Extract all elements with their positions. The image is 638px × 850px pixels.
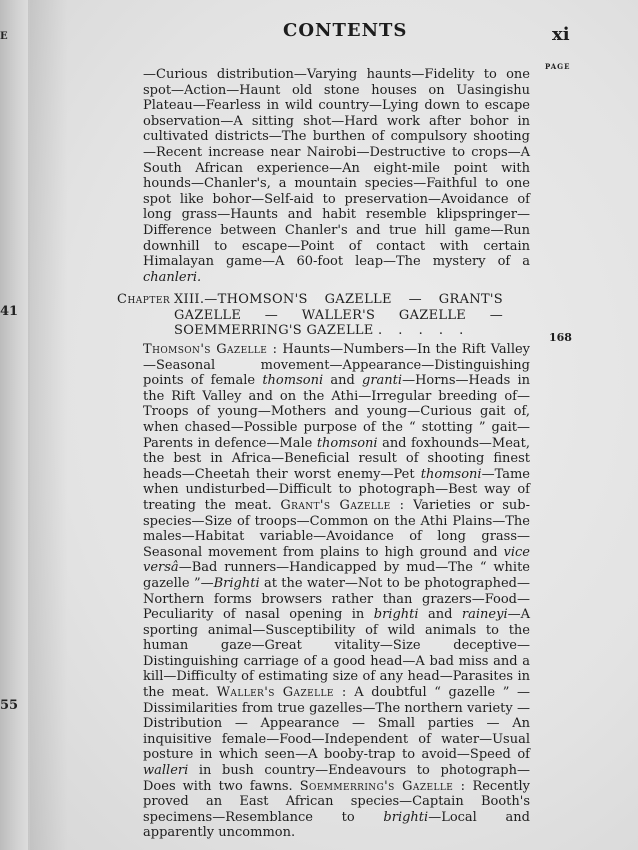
facing-page-edge — [0, 0, 30, 850]
gutter-shadow — [28, 0, 68, 850]
synopsis-text: at the water—Not to be photographed—Northern forms browsers rather than grazers—Food—Peculiarity of nasal opening in — [143, 575, 530, 623]
continued-synopsis-text: —Curious distribution—Varying haunts—Fidelity to one spot—Action—Haunt old stone houses on Uasingishu Plateau—Fearless in wild country—Lying down to escape observation—A sitting shot—Hard work after bohor in cultivated districts—The burthen of compulsory shooting—Recent increase near Nairobi—Destructive to crops—A South African experience—An eight-mile point with hounds—Chanler's, a mountain species—Faithful to one spot like bohor—Self-aid to preservation—Avoidance of long grass—Haunts and habit resemble klipspringer—Difference between Chanler's and true hill game—Run downhill to escape—Point of contact with certain Himalayan game—A 60-foot leap—The mystery of a — [143, 67, 530, 270]
continued-synopsis-paragraph — [143, 67, 530, 285]
italic-term: raineyi — [461, 607, 508, 623]
synopsis-text: —Tame when undisturbed—Difficult to photograph—Best way of treating the meat. — [143, 466, 530, 513]
italic-term: thomsoni — [316, 435, 378, 451]
synopsis-text: Varieties or sub-species—Size of troops—Common on the Athi Plains—The males—Habitat variable—Avoidance of long grass—Seasonal movement from plains to high ground and — [143, 497, 530, 560]
synopsis-text: Recently proved an East African species—Captain Booth's specimens—Resemblance to — [143, 778, 531, 825]
page-folio: xi — [552, 24, 570, 45]
chapter-synopsis-paragraph — [143, 342, 530, 841]
synopsis-text: —Horns—Heads in the Rift Valley and on the Athi—Irregular breeding of—Troops of young—Mothers and young—Curious gait of, when chased—Possible purpose of the “ stotting ” gait—Parents in defence—Male — [143, 373, 531, 451]
italic-term: walleri — [143, 763, 189, 779]
section-heading: Waller's Gazelle : — [216, 685, 347, 701]
section-heading: Thomson's Gazelle : — [143, 342, 278, 357]
synopsis-text: Haunts—Numbers—In the Rift Valley—Seasonal movement—Appearance—Distinguishing points of female — [143, 342, 531, 389]
italic-term: granti — [362, 373, 403, 389]
section-heading: Grant's Gazelle : — [280, 497, 405, 513]
chapter-leader-dots: . . . . . — [378, 323, 470, 339]
italic-term: brighti — [383, 809, 429, 825]
synopsis-text: —Bad runners—Handicapped by mud—The “ white gazelle ”— — [143, 560, 530, 591]
chapter-page-number: 168 — [549, 331, 572, 344]
page-column-label: PAGE — [545, 62, 571, 71]
synopsis-text: A doubtful “ gazelle ” —Dissimilarities from true gazelles—The northern variety —Distribution — Appearance — Small parties — An inquisitive female—Food—Independent of water—Usual posture in which seen—A booby-trap to avoid—Speed of — [143, 685, 530, 763]
italic-term: brighti — [373, 607, 419, 623]
facing-page-fragment-mid: 41 — [0, 304, 19, 319]
synopsis-text: in bush country—Endeavours to photograph—Does with two fawns. — [143, 763, 530, 794]
italic-term: Brighti — [213, 575, 260, 591]
chapter-label: Chapter — [117, 292, 171, 307]
synopsis-text: —Local and apparently uncommon. — [143, 809, 530, 841]
continued-synopsis-italic-end: chanleri. — [143, 269, 202, 285]
italic-term: thomsoni — [262, 373, 324, 389]
section-heading: Soemmerring's Gazelle : — [299, 778, 466, 794]
chapter-title — [174, 292, 503, 339]
italic-term: vice versâ — [143, 544, 530, 576]
synopsis-text: and foxhounds—Meat, the best in Africa—Beneficial result of shooting finest heads—Cheetah their worst enemy—Pet — [143, 435, 530, 482]
running-head: CONTENTS — [283, 20, 408, 41]
synopsis-text: —A sporting animal—Susceptibility of wild animals to the human gaze—Great vitality—Size deceptive—Distinguishing carriage of a good head—A bad miss and a kill—Difficulty of estimating size of any head—Parasites in the meat. — [143, 607, 530, 701]
synopsis-text: and — [323, 373, 363, 389]
facing-page-fragment-top: E — [0, 31, 8, 42]
facing-page-fragment-low: 55 — [0, 698, 19, 713]
italic-term: thomsoni — [420, 466, 482, 482]
synopsis-text: and — [418, 607, 462, 623]
chapter-title-text: XIII.—THOMSON'S GAZELLE — GRANT'S GAZELLE — WALLER'S GAZELLE — SOEMMERRING'S GAZELLE — [174, 292, 503, 339]
